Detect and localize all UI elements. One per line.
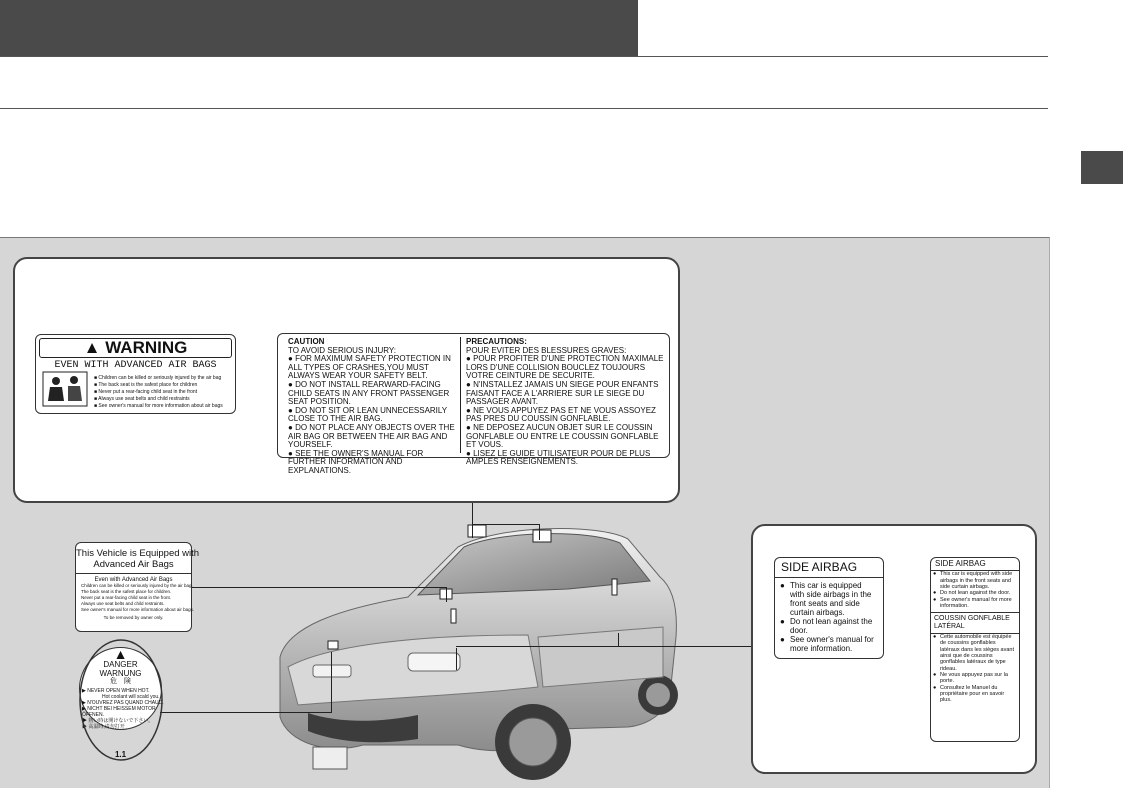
leader-line: [472, 502, 473, 524]
caution-item: ● FOR MAXIMUM SAFETY PROTECTION IN ALL TYPES OF CRASHES,YOU MUST ALWAYS WEAR YOUR SAFETY BELT.: [288, 354, 451, 381]
leader-line: [456, 648, 457, 670]
side-airbag-item: ● Do not lean against the door.: [775, 617, 883, 635]
leader-line: [160, 712, 332, 713]
danger-title: DANGER: [103, 660, 138, 669]
danger-line: ▶ NEVER OPEN WHEN HOT.: [82, 688, 150, 694]
sa2-fr-title: [931, 612, 1019, 634]
leader-line: [446, 587, 447, 602]
leader-line: [456, 646, 752, 647]
section-rule: [0, 108, 1048, 109]
sa2-fr-item: ● Cette automobile est équipée de coussins gonflables latéraux dans les sièges avant ainsi que de coussins gonflables latéraux de type rideau.: [931, 634, 1019, 672]
sa2-item: ● This car is equipped with side airbags in the front seats and side curtain airbags.: [931, 571, 1019, 590]
equipped-subtitle: Even with Advanced Air Bags: [94, 577, 173, 583]
precautions-item: ● POUR PROFITER D'UNE PROTECTION MAXIMALE LORS D'UNE COLLISION BOUCLEZ TOUJOURS VOTRE CEINTURE DE SECURITE.: [466, 354, 664, 381]
caution-item: ● DO NOT SIT OR LEAN UNNECESSARILY CLOSE TO THE AIR BAG.: [288, 405, 447, 424]
caution-french: [466, 338, 664, 467]
warning-item: ■ Always use seat belts and child restraints: [94, 396, 223, 403]
front-labels-callout: [13, 257, 680, 503]
caution-item: ● DO NOT PLACE ANY OBJECTS OVER THE AIR BAG OR BETWEEN THE AIR BAG AND YOURSELF.: [288, 422, 455, 450]
caution-divider: [460, 337, 461, 453]
warning-subheading: EVEN WITH ADVANCED AIR BAGS: [54, 360, 217, 371]
warning-item: ■ Children can be killed or seriously injured by the air bag: [94, 375, 223, 382]
danger-line: ▶ 熱い時は開けないで下さい。: [82, 718, 154, 724]
side-airbag-item: ● See owner's manual for more information.: [775, 635, 883, 653]
precautions-item: ● NE VOUS APPUYEZ PAS ET NE VOUS ASSOYEZ PAS PRES DU COUSSIN GONFLABLE.: [466, 405, 656, 424]
radiator-label-outline: [79, 639, 163, 761]
side-airbag-item: ● This car is equipped with side airbags in the front seats and side curtain airbags.: [775, 581, 883, 617]
warning-triangle-icon: ▲: [83, 338, 101, 357]
equipped-line: See owner's manual for more information about air bags.: [81, 607, 195, 613]
child-seat-icon: [42, 371, 88, 407]
leader-line: [618, 633, 619, 646]
caution-english: [288, 338, 456, 476]
warning-label: [35, 334, 236, 414]
sa2-fr-item: ● Ne vous appuyez pas sur la porte.: [931, 672, 1019, 685]
sa2-fr-item: ● Consultez le Manuel du propriétaire pour en savoir plus.: [931, 685, 1019, 704]
caution-item: ● DO NOT INSTALL REARWARD-FACING CHILD SEATS IN ANY FRONT PASSENGER SEAT POSITION.: [288, 379, 450, 407]
chapter-tab[interactable]: [1081, 151, 1123, 184]
warning-item: ■ Never put a rear-facing child seat in the front: [94, 389, 223, 396]
leader-line: [472, 524, 473, 538]
side-airbag-title: SIDE AIRBAG: [775, 558, 883, 578]
sa2-title: SIDE AIRBAG: [931, 558, 1019, 571]
advanced-airbag-label: [75, 542, 200, 632]
sa2-fr-title1: COUSSIN GONFLABLE: [934, 615, 1010, 623]
side-airbag-bilingual-label: [930, 557, 1020, 742]
equipped-line: Children can be killed or seriously injured by the air bag.: [81, 583, 193, 589]
precautions-item: ● LISEZ LE GUIDE UTILISATEUR POUR DE PLUS AMPLES RENSEIGNEMENTS.: [466, 448, 651, 467]
side-airbag-callout: [751, 524, 1037, 774]
danger-line: ▶ 高温時,请勿打开: [82, 724, 125, 730]
car-illustration: [268, 517, 680, 787]
danger-line: ▶ N'OUVREZ PAS QUAND CHAUD.: [82, 700, 164, 706]
equipped-line: Never put a rear-facing child seat in the front.: [81, 595, 172, 601]
warnung-title: WARNUNG: [99, 669, 142, 678]
leader-line: [331, 652, 332, 712]
side-airbag-label: [774, 557, 884, 659]
precautions-item: ● NE DEPOSEZ AUCUN OBJET SUR LE COUSSIN GONFLABLE OU ENTRE LE COUSSIN GONFLABLE ET VOUS.: [466, 422, 659, 450]
equipped-line: The back seat is the safest place for children.: [81, 589, 172, 595]
label-locations-panel: [0, 237, 1050, 788]
caution-title: CAUTION: [288, 337, 325, 346]
precautions-title: PRECAUTIONS:: [466, 337, 527, 346]
sa2-fr-title2: LATÉRAL: [934, 623, 965, 631]
warning-heading-text: WARNING: [105, 338, 188, 357]
danger-jp: 危 険: [110, 678, 131, 685]
warning-heading: [39, 338, 232, 358]
header-bar: [0, 0, 638, 56]
caution-subtitle: TO AVOID SERIOUS INJURY:: [288, 345, 397, 355]
precautions-item: ● N'INSTALLEZ JAMAIS UN SIEGE POUR ENFANTS FAISANT FACE A L'ARRIERE SUR LE SIEGE DU PASSAGER AVANT.: [466, 379, 659, 407]
caution-label: [277, 333, 670, 475]
sa2-item: ● Do not lean against the door.: [931, 590, 1019, 596]
header-rule: [0, 56, 1048, 57]
equipped-footer: To be removed by owner only.: [103, 615, 164, 621]
leader-line: [472, 524, 540, 525]
equipped-line: Always use seat belts and child restraints.: [81, 601, 165, 607]
leader-line: [539, 524, 540, 540]
leader-line: [190, 587, 446, 588]
precautions-subtitle: POUR EVITER DES BLESSURES GRAVES:: [466, 345, 627, 355]
danger-line: ▶ NICHT BEI HEISSEM MOTOR ÖFFNEN.: [82, 706, 156, 718]
danger-code: 1.1: [114, 750, 127, 759]
sa2-item: ● See owner's manual for more information.: [931, 597, 1019, 610]
warning-item: ■ See owner's manual for more information about air bags: [94, 403, 223, 410]
equipped-title-line2: Advanced Air Bags: [93, 559, 174, 570]
danger-triangle-icon: ▲: [113, 646, 128, 662]
danger-line: Hot coolant will scald you.: [102, 694, 160, 700]
warning-items: [94, 375, 223, 410]
warning-item: ■ The back seat is the safest place for children: [94, 382, 223, 389]
caution-item: ● SEE THE OWNER'S MANUAL FOR FURTHER INFORMATION AND EXPLANATIONS.: [288, 448, 424, 475]
equipped-title-line1: This Vehicle is Equipped with: [76, 548, 200, 559]
